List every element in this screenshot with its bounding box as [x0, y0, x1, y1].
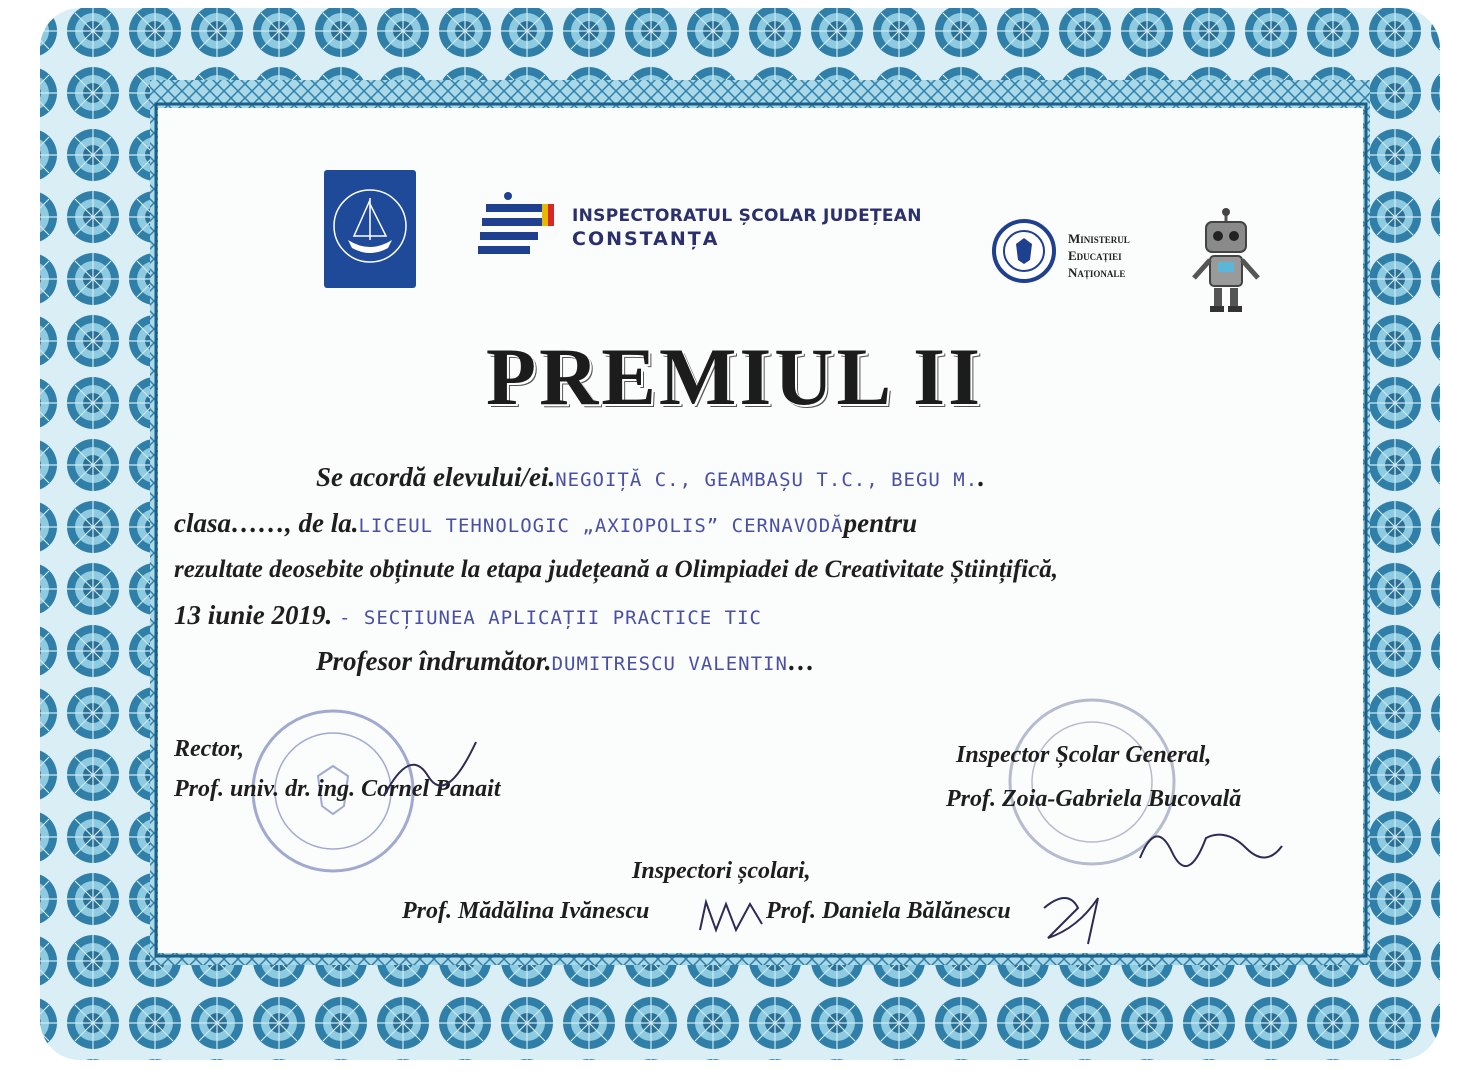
inspectors-title: Inspectori școlari,: [632, 858, 811, 884]
awarded-to-label: Se acordă elevului/ei.: [316, 462, 556, 492]
rector-signature: [380, 736, 480, 806]
government-seal-icon: [990, 218, 1058, 284]
award-title: PREMIUL II: [485, 331, 983, 422]
ship-icon: [324, 170, 416, 288]
isj-logo-icon: [478, 192, 556, 272]
isg-title: Inspector Școlar General,: [956, 742, 1212, 768]
ministry-line-1: Ministerul: [1068, 231, 1130, 246]
inspector-1-signature: [696, 894, 766, 938]
rector-name: Prof. univ. dr. ing. Cornel Panait: [174, 776, 501, 802]
body-dots-1: .: [978, 462, 988, 492]
ministry-line-2: Educației: [1068, 248, 1122, 263]
ministry-line-3: Naționale: [1068, 265, 1126, 280]
inspector-1-name: Prof. Mădălina Ivănescu: [402, 898, 650, 924]
inspector-2-signature: [1038, 888, 1108, 948]
class-school-label: clasa……, de la.: [174, 508, 359, 538]
body-line-1: [316, 462, 988, 493]
rector-title: Rector,: [174, 736, 244, 762]
inspector-2-name: Prof. Daniela Bălănescu: [766, 898, 1011, 924]
ministry-name: [1068, 230, 1130, 281]
body-line-3: rezultate deosebite obținute la etapa județeană a Olimpiadei de Creativitate Științifică,: [174, 556, 1058, 583]
teacher-name: DUMITRESCU VALENTIN: [551, 653, 788, 675]
pentru-label: pentru: [843, 508, 918, 538]
body-line-2: [174, 508, 917, 539]
isg-name: Prof. Zoia-Gabriela Bucovală: [946, 786, 1242, 812]
body-line-5: [316, 646, 818, 677]
student-names: NEGOIȚĂ C., GEAMBAȘU T.C., BEGU M.: [555, 469, 979, 491]
isj-city: CONSTANȚA: [572, 228, 720, 250]
university-logo: [324, 170, 416, 288]
isg-signature: [1136, 808, 1286, 872]
isj-title: INSPECTORATUL ȘCOLAR JUDEȚEAN: [572, 206, 922, 226]
award-date: 13 iunie 2019.: [174, 600, 333, 630]
teacher-label: Profesor îndrumător.: [316, 646, 552, 676]
body-dots-5: …: [787, 646, 818, 676]
robot-icon: [1186, 208, 1266, 316]
body-line-4: [174, 600, 762, 631]
school-name: LICEUL TEHNOLOGIC „AXIOPOLIS” CERNAVODĂ: [358, 515, 844, 537]
section-name: - SECȚIUNEA APLICAȚII PRACTICE TIC: [339, 607, 762, 629]
